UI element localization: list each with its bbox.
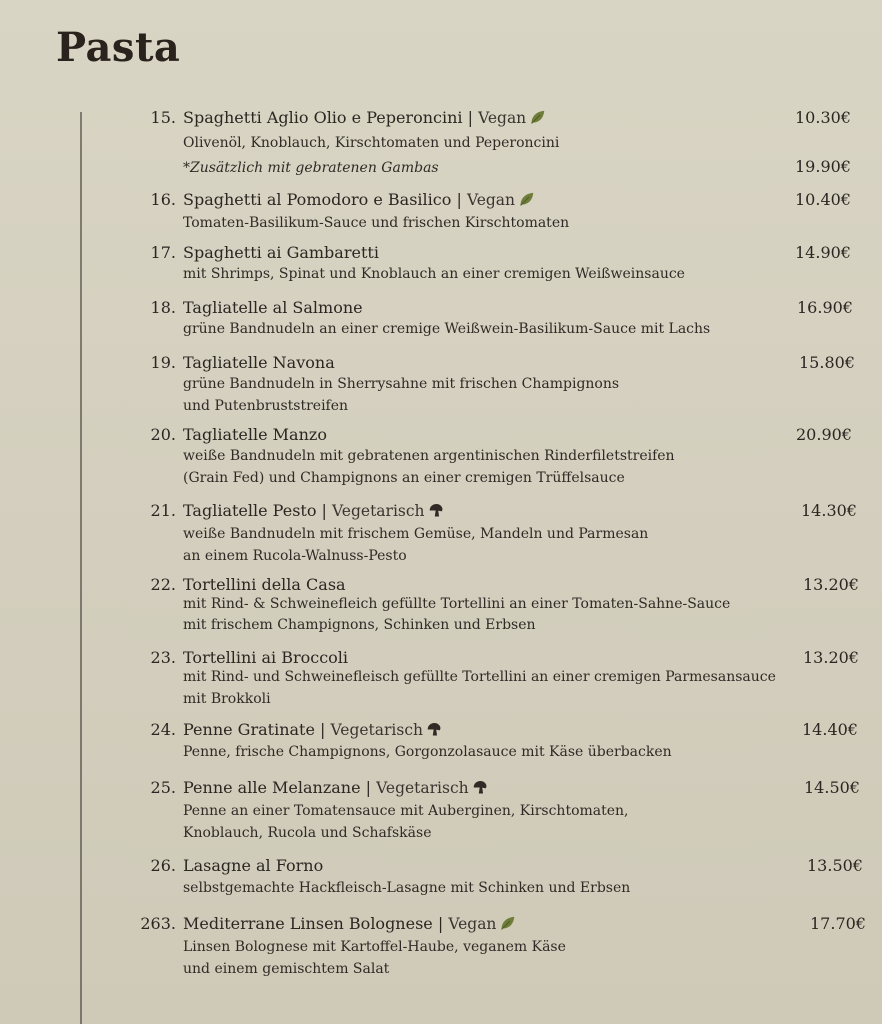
mushroom-icon [428, 502, 445, 519]
item-price: 13.50€ [807, 856, 863, 875]
item-description: Penne an einer Tomatensauce mit Auberginen, Kirschtomaten, [183, 803, 629, 819]
diet-tag: Vegetarisch [332, 502, 425, 520]
item-name-line: Spaghetti al Pomodoro e Basilico | Vegan [183, 190, 535, 209]
item-description: Knoblauch, Rucola und Schafskäse [183, 825, 432, 841]
diet-tag: Vegetarisch [330, 721, 423, 739]
item-description: und einem gemischtem Salat [183, 961, 390, 977]
mushroom-icon [472, 779, 489, 796]
item-description: mit Shrimps, Spinat und Knoblauch an einer cremigen Weißweinsauce [183, 266, 685, 282]
item-price: 14.90€ [795, 243, 851, 262]
leaf-icon [518, 191, 535, 208]
item-number: 19. [150, 353, 176, 372]
item-name: Lasagne al Forno [183, 856, 324, 875]
item-description: (Grain Fed) und Champignons an einer cremigen Trüffelsauce [183, 470, 625, 486]
item-name-line: Mediterrane Linsen Bolognese | Vegan [183, 914, 516, 933]
page-title: Pasta [56, 24, 181, 71]
item-extra-price: 19.90€ [795, 157, 851, 176]
item-description: grüne Bandnudeln in Sherrysahne mit frischen Champignons [183, 376, 620, 392]
item-description: weiße Bandnudeln mit gebratenen argentinischen Rinderfiletstreifen [183, 448, 675, 464]
item-number: 23. [150, 648, 176, 667]
item-name: Mediterrane Linsen Bolognese [183, 914, 433, 933]
item-description: Olivenöl, Knoblauch, Kirschtomaten und Peperoncini [183, 135, 560, 151]
item-description: und Putenbruststreifen [183, 398, 349, 414]
item-number: 26. [150, 856, 176, 875]
diet-tag: Vegan [478, 109, 527, 127]
item-price: 20.90€ [796, 425, 852, 444]
item-name-line: Penne Gratinate | Vegetarisch [183, 720, 443, 739]
leaf-icon [529, 109, 546, 126]
item-number: 18. [150, 298, 176, 317]
item-name-line: Tagliatelle Pesto | Vegetarisch [183, 501, 445, 520]
item-description: Linsen Bolognese mit Kartoffel-Haube, veganem Käse [183, 939, 566, 955]
item-extra: *Zusätzlich mit gebratenen Gambas [183, 160, 439, 176]
item-number: 16. [150, 190, 176, 209]
item-price: 16.90€ [797, 298, 853, 317]
item-name: Tortellini ai Broccoli [183, 648, 349, 667]
item-number: 21. [150, 501, 176, 520]
item-description: an einem Rucola-Walnuss-Pesto [183, 548, 407, 564]
item-name: Tagliatelle Navona [183, 353, 335, 372]
item-number: 17. [150, 243, 176, 262]
item-name: Tagliatelle Manzo [183, 425, 327, 444]
item-description: Tomaten-Basilikum-Sauce und frischen Kirschtomaten [183, 215, 570, 231]
item-number: 24. [150, 720, 176, 739]
item-name-line: Spaghetti Aglio Olio e Peperoncini | Vegan [183, 108, 546, 127]
item-name: Spaghetti Aglio Olio e Peperoncini [183, 108, 463, 127]
diet-tag: Vegan [466, 191, 516, 209]
item-number: 20. [150, 425, 176, 444]
item-name: Tagliatelle al Salmone [183, 298, 363, 317]
item-number: 263. [140, 914, 176, 933]
item-price: 17.70€ [810, 914, 866, 933]
item-description: mit frischem Champignons, Schinken und Erbsen [183, 617, 536, 633]
item-price: 14.50€ [804, 778, 860, 797]
item-price: 15.80€ [799, 353, 855, 372]
item-description: weiße Bandnudeln mit frischem Gemüse, Mandeln und Parmesan [183, 526, 649, 542]
diet-tag: Vegan [448, 915, 497, 933]
item-name-line: Penne alle Melanzane | Vegetarisch [183, 778, 489, 797]
item-name: Tagliatelle Pesto [183, 501, 317, 520]
item-name: Penne Gratinate [183, 720, 315, 739]
item-name: Spaghetti ai Gambaretti [183, 243, 379, 262]
item-price: 13.20€ [803, 575, 859, 594]
item-description: grüne Bandnudeln an einer cremige Weißwein-Basilikum-Sauce mit Lachs [183, 321, 711, 337]
leaf-icon [499, 915, 516, 932]
item-name: Spaghetti al Pomodoro e Basilico [183, 190, 452, 209]
item-number: 15. [150, 108, 176, 127]
item-description: mit Rind- und Schweinefleisch gefüllte Tortellini an einer cremigen Parmesansauce [183, 669, 776, 685]
item-description: selbstgemachte Hackfleisch-Lasagne mit Schinken und Erbsen [183, 880, 631, 896]
item-price: 10.40€ [795, 190, 851, 209]
item-price: 10.30€ [795, 108, 851, 127]
item-price: 14.40€ [802, 720, 858, 739]
item-price: 13.20€ [803, 648, 859, 667]
item-name: Penne alle Melanzane [183, 778, 361, 797]
item-number: 25. [150, 778, 176, 797]
item-description: mit Brokkoli [183, 691, 271, 707]
mushroom-icon [426, 721, 443, 738]
diet-tag: Vegetarisch [376, 779, 469, 797]
item-name: Tortellini della Casa [183, 575, 346, 594]
item-description: Penne, frische Champignons, Gorgonzolasauce mit Käse überbacken [183, 744, 672, 760]
item-description: mit Rind- & Schweinefleich gefüllte Tortellini an einer Tomaten-Sahne-Sauce [183, 596, 731, 612]
item-number: 22. [150, 575, 176, 594]
item-price: 14.30€ [801, 501, 857, 520]
